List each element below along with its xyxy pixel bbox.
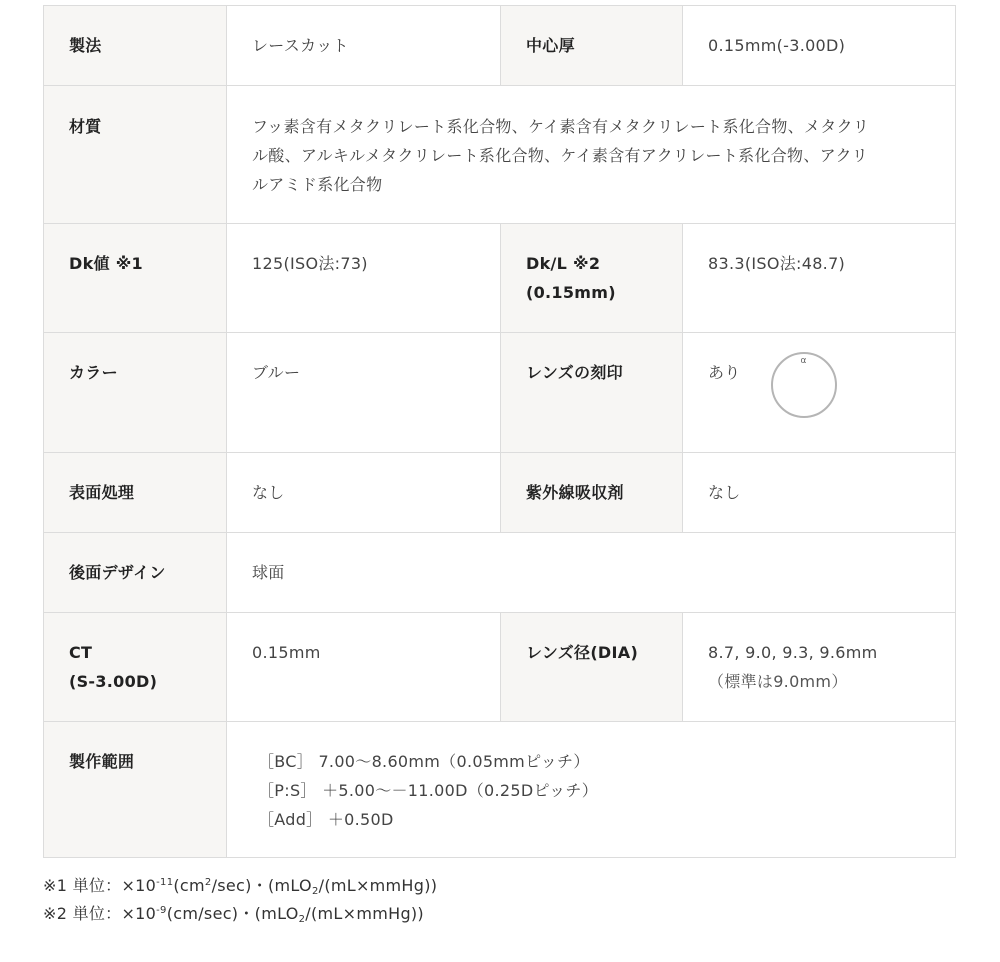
footnote-exponent: -9 (156, 905, 167, 916)
material-line: ルアミド系化合物 (252, 175, 383, 194)
footnotes (43, 872, 437, 928)
label-dia: レンズ径(DIA) (501, 613, 683, 722)
label-dkl (501, 224, 683, 333)
value-uv: なし (683, 453, 956, 533)
label-ct-line1: CT (69, 643, 93, 662)
value-material (227, 86, 956, 224)
range-power: ［P:S］ ＋5.00～－11.00D（0.25Dピッチ） (258, 781, 599, 800)
table-row (44, 533, 956, 613)
range-bc: ［BC］ 7.00～8.60mm（0.05mmピッチ） (258, 752, 590, 771)
footnote-text: /sec)・(mLO (211, 876, 312, 895)
footnote-subscript: 2 (311, 886, 319, 897)
value-surface: なし (227, 453, 501, 533)
label-manufacturing: 製法 (44, 6, 227, 86)
footnote-text: ※2 単位：×10 (43, 904, 157, 923)
label-range: 製作範囲 (44, 722, 227, 858)
table-row (44, 224, 956, 333)
footnote-exponent: -11 (156, 877, 174, 888)
table-row (44, 453, 956, 533)
value-manufacturing: レースカット (227, 6, 501, 86)
footnote-text: /(mL×mmHg)) (305, 904, 424, 923)
table-row (44, 333, 956, 453)
value-color: ブルー (227, 333, 501, 453)
footnote-subscript: 2 (298, 914, 306, 925)
footnote-text: (cm/sec)・(mLO (166, 904, 299, 923)
label-dkl-line1: Dk/L ※2 (526, 254, 601, 273)
label-dk: Dk値 ※1 (44, 224, 227, 333)
value-dkl: 83.3(ISO法:48.7) (683, 224, 956, 333)
table-row (44, 722, 956, 858)
material-line: フッ素含有メタクリレート系化合物、ケイ素含有メタクリレート系化合物、メタクリ (252, 117, 870, 136)
footnote-1 (43, 872, 437, 900)
value-engraving (683, 333, 956, 453)
engraving-text: あり (708, 363, 741, 382)
value-range (227, 722, 956, 858)
dia-values: 8.7, 9.0, 9.3, 9.6mm (708, 643, 878, 662)
material-line: ル酸、アルキルメタクリレート系化合物、ケイ素含有アクリレート系化合物、アクリ (252, 146, 869, 165)
value-ct: 0.15mm (227, 613, 501, 722)
label-material: 材質 (44, 86, 227, 224)
range-add: ［Add］ ＋0.50D (258, 810, 394, 829)
table-row (44, 613, 956, 722)
label-ct (44, 613, 227, 722)
value-dk: 125(ISO法:73) (227, 224, 501, 333)
spec-table (43, 5, 956, 858)
value-dia (683, 613, 956, 722)
label-dkl-line2: (0.15mm) (526, 283, 616, 302)
label-ct-line2: (S-3.00D) (69, 672, 158, 691)
label-surface: 表面処理 (44, 453, 227, 533)
label-color: カラー (44, 333, 227, 453)
value-center-thickness: 0.15mm(-3.00D) (683, 6, 956, 86)
dia-standard: （標準は9.0mm） (708, 672, 848, 691)
label-uv: 紫外線吸収剤 (501, 453, 683, 533)
lens-engraving-icon (771, 352, 837, 418)
footnote-text: (cm (173, 876, 205, 895)
footnote-2 (43, 900, 437, 928)
label-engraving: レンズの刻印 (501, 333, 683, 453)
footnote-text: ※1 単位：×10 (43, 876, 157, 895)
label-back-design: 後面デザイン (44, 533, 227, 613)
table-row (44, 86, 956, 224)
table-row (44, 6, 956, 86)
footnote-exponent: 2 (204, 877, 212, 888)
value-back-design: 球面 (227, 533, 956, 613)
alpha-mark: α (800, 356, 807, 366)
label-center-thickness: 中心厚 (501, 6, 683, 86)
footnote-text: /(mL×mmHg)) (318, 876, 438, 895)
